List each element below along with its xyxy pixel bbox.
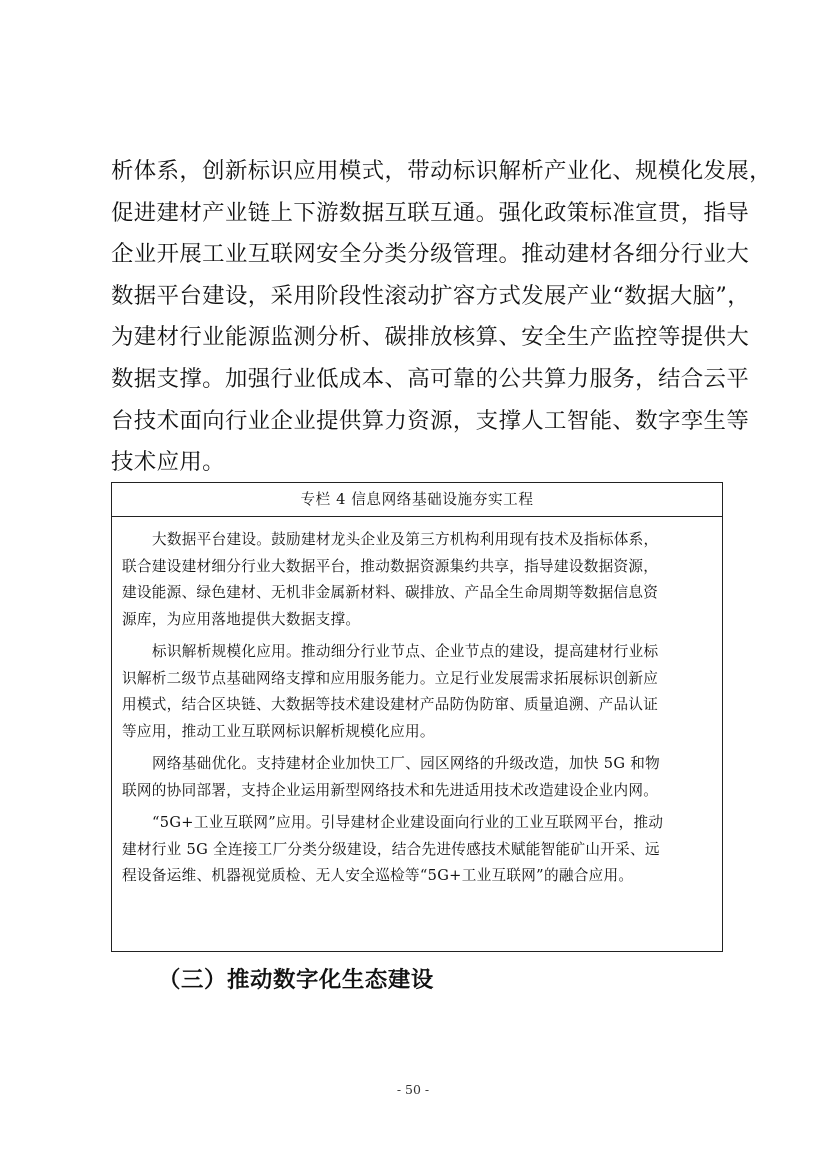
box-line: 识解析二级节点基础网络支撑和应用服务能力。立足行业发展需求拓展标识创新应 — [122, 669, 659, 687]
page-number: - 50 - — [396, 1082, 430, 1097]
box-line: 源库，为应用落地提供大数据支撑。 — [122, 610, 361, 628]
box-paragraph-network — [122, 751, 712, 804]
box-line: 联网的协同部署，支持企业运用新型网络技术和先进适用技术改造建设企业内网。 — [122, 781, 659, 799]
body-line: 促进建材产业链上下游数据互联互通。强化政策标准宣贯，指导 — [111, 199, 750, 226]
box-line: 等应用，推动工业互联网标识解析规模化应用。 — [122, 722, 435, 740]
box-paragraph-big-data — [122, 527, 712, 633]
body-line: 数据支撑。加强行业低成本、高可靠的公共算力服务，结合云平 — [111, 365, 750, 392]
body-line: 析体系，创新标识应用模式，带动标识解析产业化、规模化发展， — [111, 158, 772, 184]
body-line: 企业开展工业互联网安全分类分级管理。推动建材各细分行业大 — [111, 241, 750, 268]
box-line: 用模式，结合区块链、大数据等技术建设建材产品防伪防窜、质量追溯、产品认证 — [122, 696, 659, 713]
body-line: 为建材行业能源监测分析、碳排放核算、安全生产监控等提供大 — [111, 324, 750, 351]
box-line: 建材行业 5G 全连接工厂分类分级建设，结合先进传感技术赋能智能矿山开采、远 — [122, 840, 660, 858]
body-line: 台技术面向行业企业提供算力资源，支撑人工智能、数字孪生等 — [111, 407, 750, 434]
box-paragraph-5g — [122, 810, 712, 890]
feature-box-body — [112, 517, 722, 890]
section-heading: （三）推动数字化生态建设 — [158, 967, 434, 993]
box-line: 大数据平台建设。鼓励建材龙头企业及第三方机构利用现有技术及指标体系， — [152, 531, 659, 548]
box-line: 网络基础优化。支持建材企业加快工厂、园区网络的升级改造，加快 5G 和物 — [152, 755, 661, 772]
box-line: “5G+工业互联网”应用。引导建材企业建设面向行业的工业互联网平台，推动 — [152, 814, 664, 831]
box-line: 联合建设建材细分行业大数据平台，推动数据资源集约共享，指导建设数据资源， — [122, 557, 659, 575]
body-text — [111, 151, 772, 484]
body-line: 数据平台建设，采用阶段性滚动扩容方式发展产业“数据大脑”， — [111, 282, 751, 309]
body-line: 技术应用。 — [111, 449, 225, 476]
feature-box — [111, 482, 723, 952]
box-line: 标识解析规模化应用。推动细分行业节点、企业节点的建设，提高建材行业标 — [152, 643, 659, 660]
box-paragraph-identifier — [122, 639, 712, 745]
box-line: 程设备运维、机器视觉质检、无人安全巡检等“5G+工业互联网”的融合应用。 — [122, 867, 634, 884]
box-line: 建设能源、绿色建材、无机非金属新材料、碳排放、产品全生命周期等数据信息资 — [122, 584, 659, 601]
feature-box-title: 专栏 4 信息网络基础设施夯实工程 — [112, 483, 722, 517]
